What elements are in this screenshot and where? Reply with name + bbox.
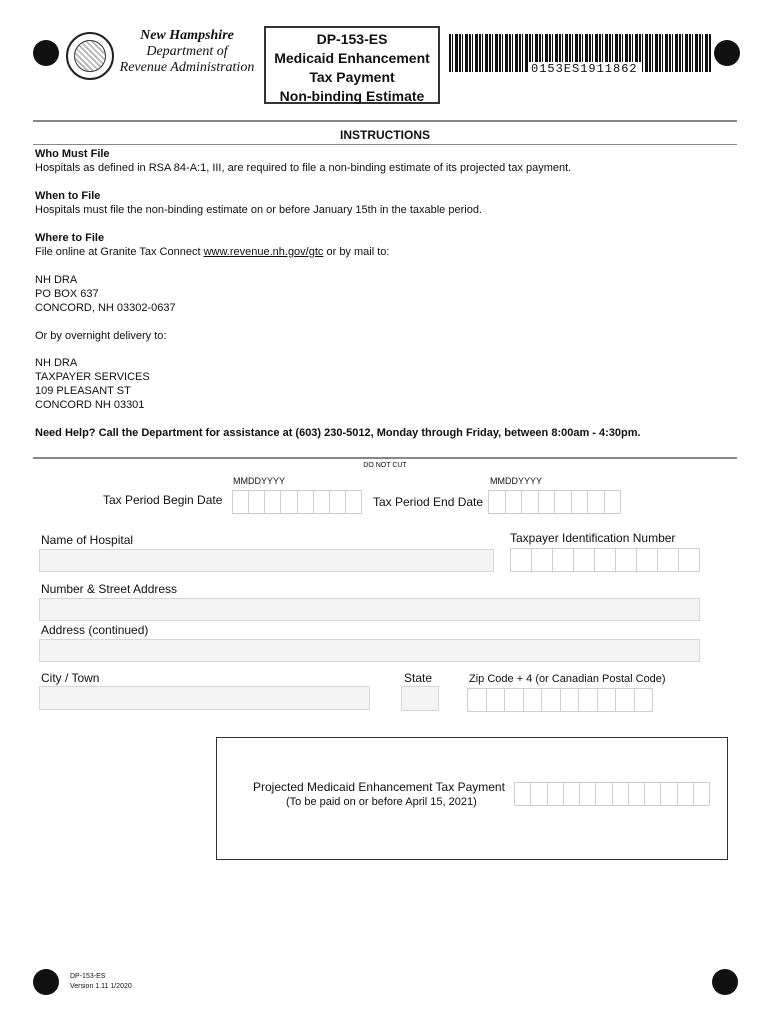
do-not-cut-label: DO NOT CUT bbox=[363, 462, 407, 469]
begin-date-input[interactable] bbox=[232, 490, 362, 514]
registration-mark-bottom-right bbox=[712, 969, 738, 995]
form-title-line-2: Tax Payment bbox=[309, 69, 395, 85]
help-text: Need Help? Call the Department for assistance at (603) 230-5012, Monday through Friday, between 8:00am - 4:30pm. bbox=[35, 427, 641, 439]
payment-due-note: (To be paid on or before April 15, 2021) bbox=[286, 796, 477, 808]
end-date-format: MMDDYYYY bbox=[490, 476, 543, 486]
mailing-address bbox=[35, 273, 735, 315]
registration-mark-bottom-left bbox=[33, 969, 59, 995]
street-address-input[interactable] bbox=[39, 598, 700, 621]
agency-name bbox=[114, 28, 260, 76]
form-title-box bbox=[264, 26, 440, 104]
overnight-address bbox=[35, 356, 735, 412]
hospital-name-label: Name of Hospital bbox=[41, 533, 134, 547]
overnight-line-3: 109 PLEASANT ST bbox=[35, 385, 131, 397]
end-date-input[interactable] bbox=[488, 490, 621, 514]
overnight-line-1: NH DRA bbox=[35, 357, 78, 369]
city-label: City / Town bbox=[41, 671, 100, 685]
mail-line-2: PO BOX 637 bbox=[35, 288, 99, 300]
tin-input[interactable] bbox=[510, 548, 700, 572]
when-heading: When to File bbox=[35, 190, 101, 202]
registration-mark-top-left bbox=[33, 40, 59, 66]
who-must-file-section bbox=[35, 147, 735, 175]
instructions-title: INSTRUCTIONS bbox=[340, 128, 430, 142]
overnight-intro: Or by overnight delivery to: bbox=[35, 330, 167, 342]
barcode-number: 0153ES1911862 bbox=[528, 62, 641, 76]
address-continued-input[interactable] bbox=[39, 639, 700, 662]
footer bbox=[70, 972, 132, 992]
agency-line-2: Department of bbox=[146, 44, 228, 59]
mail-line-1: NH DRA bbox=[35, 274, 78, 286]
begin-date-format: MMDDYYYY bbox=[233, 476, 286, 486]
end-date-label: Tax Period End Date bbox=[373, 495, 484, 509]
state-input[interactable] bbox=[401, 686, 439, 711]
payment-label: Projected Medicaid Enhancement Tax Payment bbox=[253, 780, 505, 794]
form-number: DP-153-ES bbox=[316, 31, 388, 47]
address-continued-label: Address (continued) bbox=[41, 623, 149, 637]
begin-date-label: Tax Period Begin Date bbox=[103, 493, 223, 507]
where-to-file-section bbox=[35, 231, 735, 259]
agency-line-3: Revenue Administration bbox=[119, 60, 255, 75]
agency-line-1: New Hampshire bbox=[140, 28, 234, 43]
where-heading: Where to File bbox=[35, 232, 105, 244]
gtc-link[interactable]: www.revenue.nh.gov/gtc bbox=[203, 246, 324, 258]
overnight-line-4: CONCORD NH 03301 bbox=[35, 399, 145, 411]
when-text: Hospitals must file the non-binding estimate on or before January 15th in the taxable period. bbox=[35, 204, 482, 216]
state-label: State bbox=[404, 671, 433, 685]
cut-line bbox=[33, 457, 737, 459]
where-text-prefix: File online at Granite Tax Connect bbox=[35, 246, 204, 258]
state-seal-logo bbox=[66, 32, 114, 80]
when-to-file-section bbox=[35, 189, 735, 217]
who-text: Hospitals as defined in RSA 84-A:1, III, are required to file a non-binding estimate of its projected tax payment. bbox=[35, 162, 572, 174]
top-divider bbox=[33, 120, 737, 122]
zip-input[interactable] bbox=[467, 688, 653, 712]
instructions-divider bbox=[33, 144, 737, 145]
hospital-name-input[interactable] bbox=[39, 549, 494, 572]
street-address-label: Number & Street Address bbox=[41, 582, 178, 596]
footer-form-id: DP-153-ES bbox=[70, 973, 106, 980]
tin-label: Taxpayer Identification Number bbox=[510, 531, 676, 545]
footer-version: Version 1.11 1/2020 bbox=[70, 983, 132, 990]
who-heading: Who Must File bbox=[35, 148, 110, 160]
city-input[interactable] bbox=[39, 686, 370, 710]
mail-line-3: CONCORD, NH 03302-0637 bbox=[35, 302, 176, 314]
overnight-line-2: TAXPAYER SERVICES bbox=[35, 371, 150, 383]
form-title-line-1: Medicaid Enhancement bbox=[274, 50, 430, 66]
where-text-suffix: or by mail to: bbox=[323, 246, 390, 258]
payment-amount-input[interactable] bbox=[514, 782, 710, 806]
zip-label: Zip Code + 4 (or Canadian Postal Code) bbox=[469, 673, 666, 685]
form-title-line-3: Non-binding Estimate bbox=[279, 88, 425, 104]
registration-mark-top-right bbox=[714, 40, 740, 66]
